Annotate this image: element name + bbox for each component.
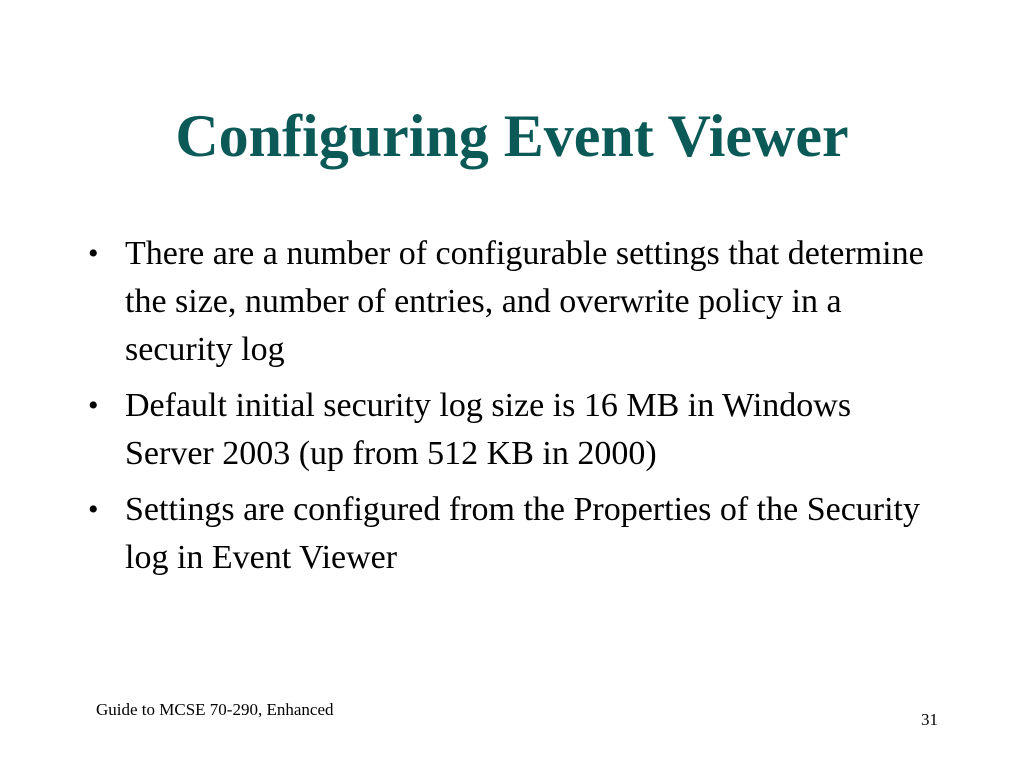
bullet-icon: • bbox=[88, 493, 99, 526]
bullet-list bbox=[88, 230, 948, 590]
bullet-item bbox=[88, 382, 948, 478]
bullet-item bbox=[88, 486, 948, 582]
bullet-icon: • bbox=[88, 389, 99, 422]
bullet-text: Default initial security log size is 16 MB in Windows Server 2003 (up from 512 KB in 2000) bbox=[125, 387, 852, 472]
bullet-item bbox=[88, 230, 948, 374]
bullet-text: There are a number of configurable settings that determine the size, number of entries, and overwrite policy in a security log bbox=[125, 235, 924, 368]
page-number: 31 bbox=[921, 710, 938, 729]
bullet-text: Settings are configured from the Properties of the Security log in Event Viewer bbox=[125, 491, 920, 576]
footer-course-title: Guide to MCSE 70-290, Enhanced bbox=[96, 700, 334, 719]
slide-title: Configuring Event Viewer bbox=[175, 103, 849, 169]
bullet-icon: • bbox=[88, 237, 99, 270]
